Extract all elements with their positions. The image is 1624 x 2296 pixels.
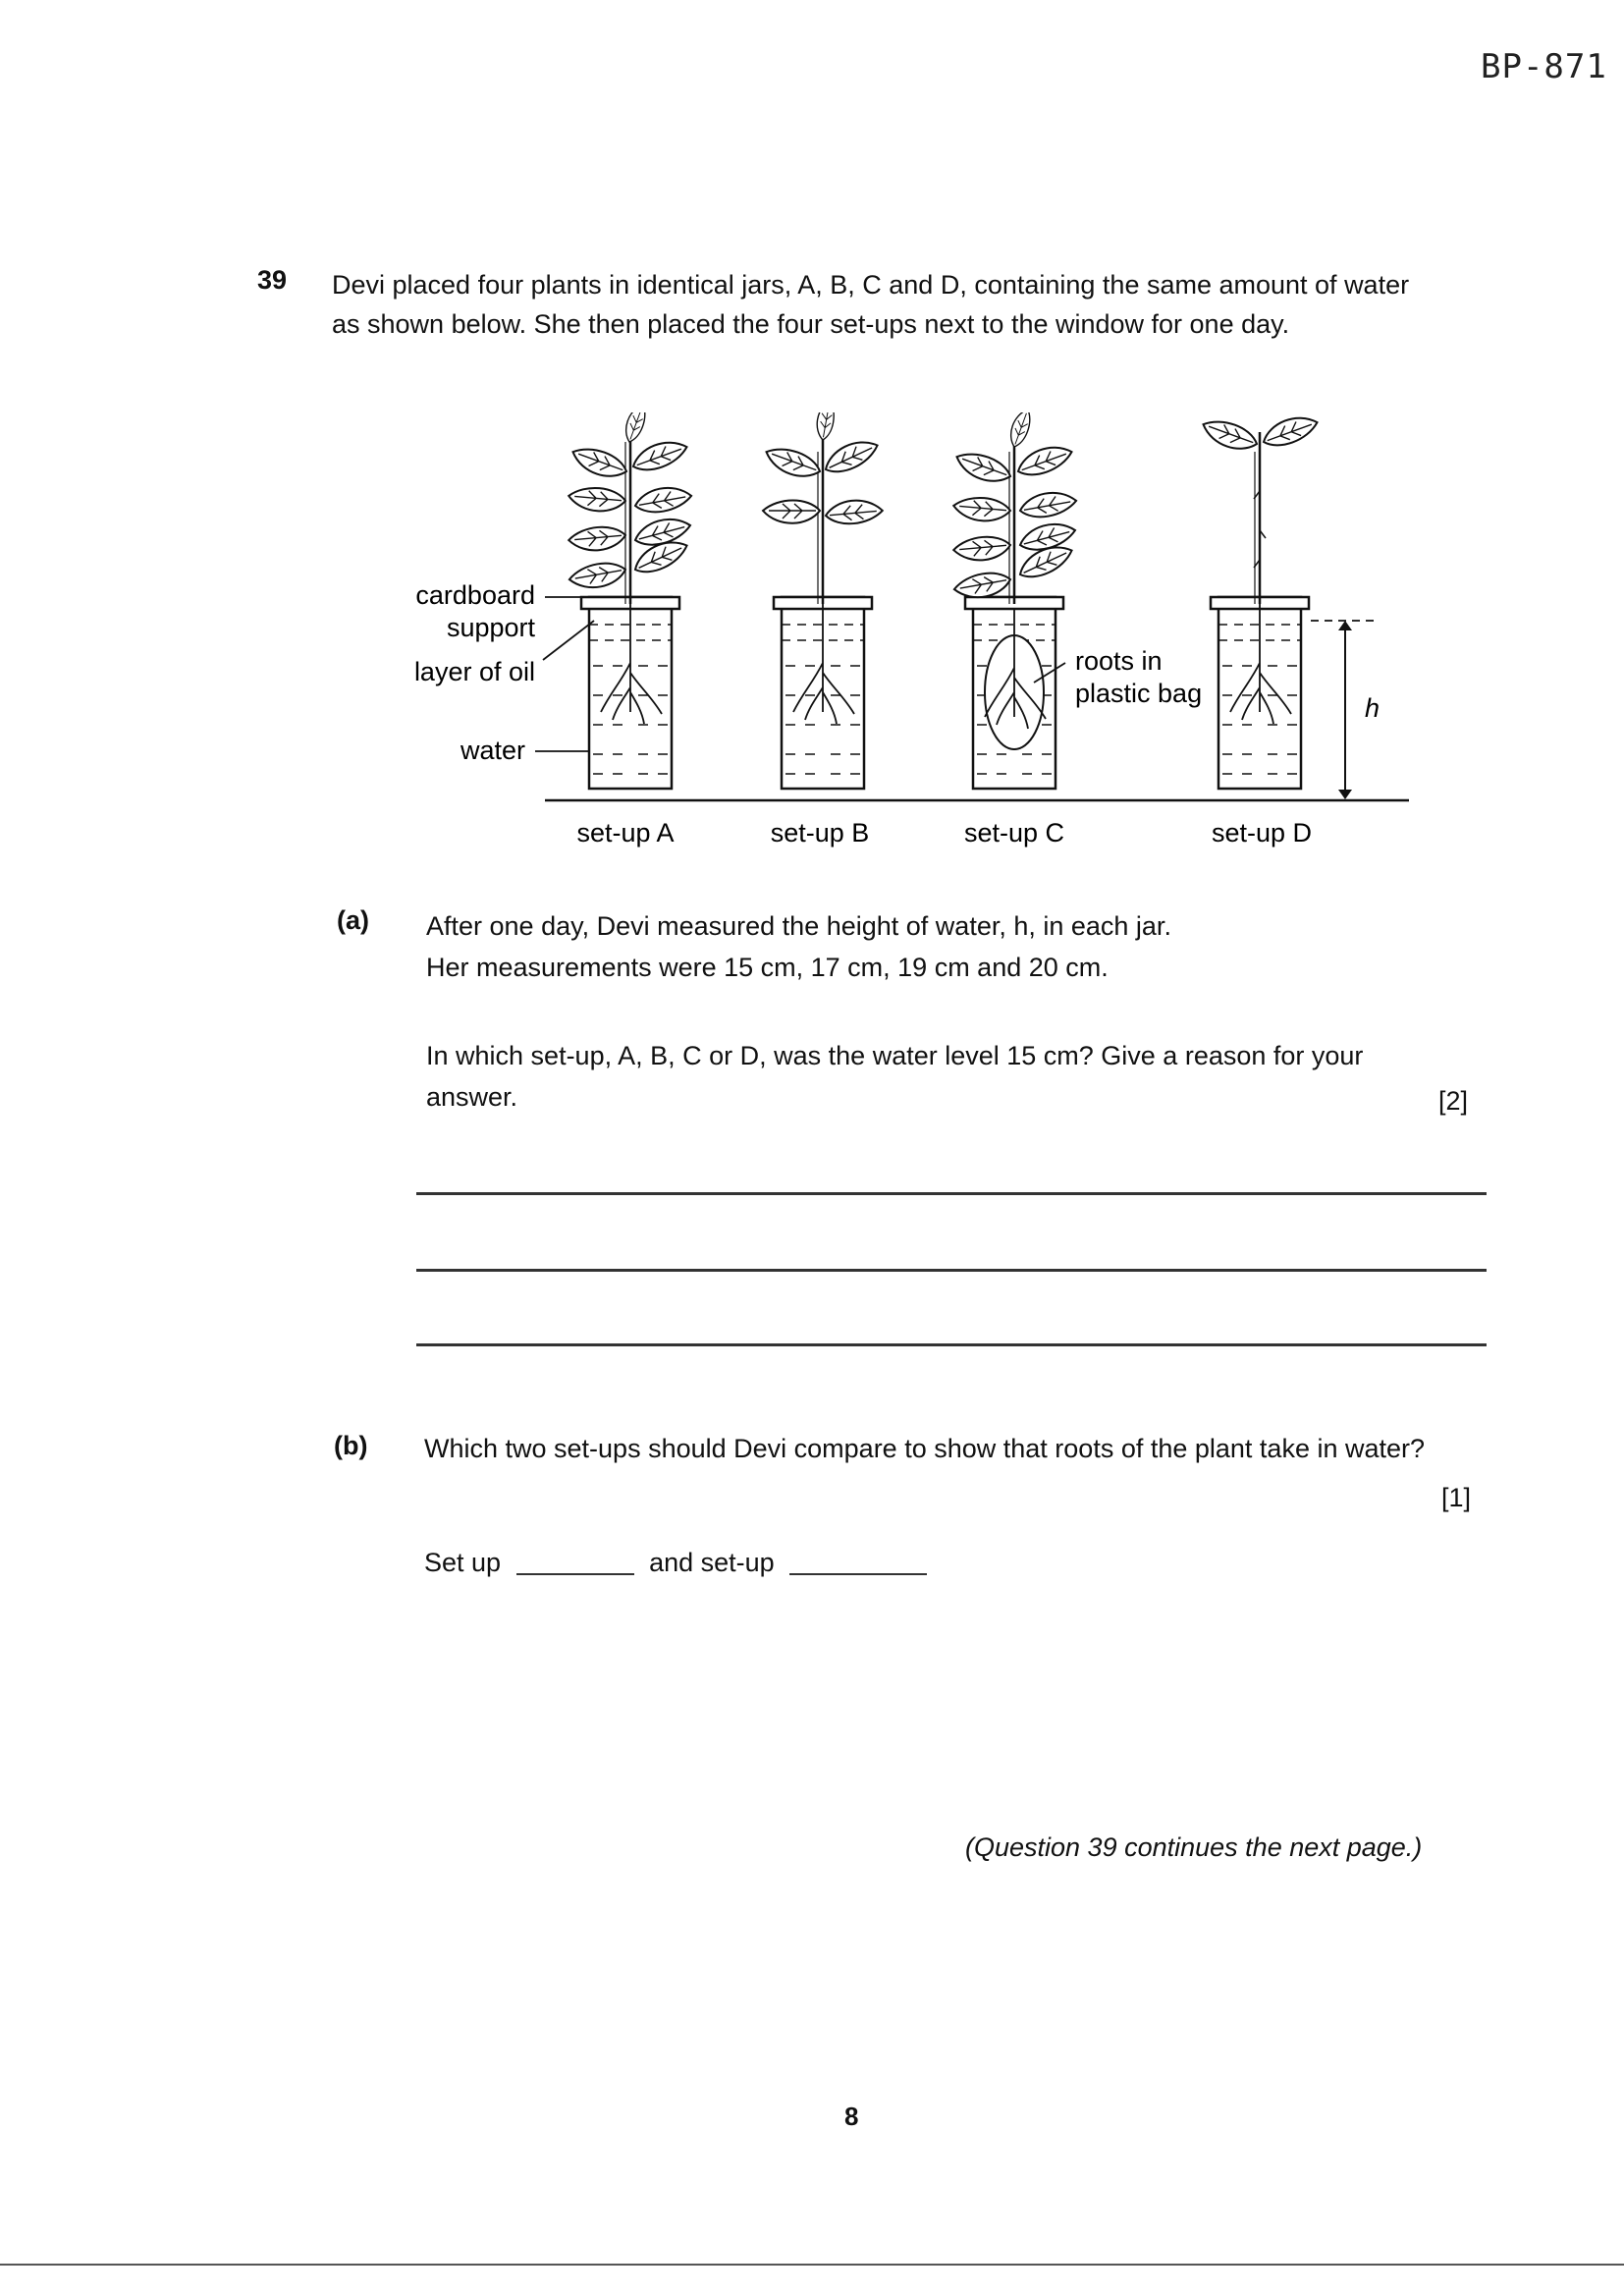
stem-line-1: Devi placed four plants in identical jars, A, B, C and D, containing the same amount of water: [332, 270, 1410, 300]
label-cardboard: cardboard: [415, 580, 535, 610]
part-a-line-1: After one day, Devi measured the height of water, h, in each jar.: [426, 911, 1171, 941]
stem-line-2: as shown below. She then placed the four set-ups next to the window for one day.: [332, 309, 1290, 339]
part-a-question: [426, 1035, 1482, 1118]
part-b-marks: [1]: [1441, 1483, 1472, 1512]
part-a-intro: [426, 905, 1506, 988]
setup-c: [952, 412, 1078, 789]
answer-middle: and set-up: [649, 1548, 775, 1577]
question-stem: [332, 265, 1510, 344]
paper-code: BP-871: [1481, 47, 1607, 86]
part-b-answer: [424, 1542, 935, 1583]
setup-d: [1199, 412, 1321, 789]
setup-a: [568, 412, 693, 789]
part-b-question: Which two set-ups should Devi compare to show that roots of the plant take in water?: [424, 1434, 1426, 1463]
answer-blank-2[interactable]: [789, 1573, 927, 1575]
label-water: water: [460, 736, 525, 765]
label-support: support: [446, 613, 535, 642]
label-roots-2: plastic bag: [1075, 679, 1203, 708]
setup-b: [762, 412, 884, 789]
part-a-question-line-2: answer.: [426, 1082, 518, 1112]
plant-setups-figure: [398, 412, 1429, 864]
h-label: h: [1365, 693, 1380, 723]
part-b-label: (b): [334, 1431, 368, 1460]
footer-divider: [0, 2264, 1624, 2266]
answer-blank-1[interactable]: [516, 1573, 634, 1575]
caption-setup-a: set-up A: [576, 818, 675, 847]
label-roots-1: roots in: [1075, 646, 1163, 676]
answer-prefix: Set up: [424, 1548, 502, 1577]
caption-setup-d: set-up D: [1211, 818, 1313, 847]
part-a-marks: [2]: [1438, 1086, 1469, 1116]
part-a-line-2: Her measurements were 15 cm, 17 cm, 19 cm and 20 cm.: [426, 953, 1109, 982]
part-a-label: (a): [337, 905, 369, 935]
continues-note: (Question 39 continues the next page.): [965, 1832, 1423, 1862]
part-a-question-line-1: In which set-up, A, B, C or D, was the water level 15 cm? Give a reason for your: [426, 1041, 1364, 1070]
answer-line-1[interactable]: [416, 1192, 1487, 1195]
caption-setup-c: set-up C: [963, 818, 1065, 847]
question-number: 39: [257, 265, 288, 295]
answer-line-3[interactable]: [416, 1343, 1487, 1346]
label-oil: layer of oil: [413, 657, 535, 686]
caption-setup-b: set-up B: [770, 818, 870, 847]
page-number: 8: [844, 2102, 859, 2131]
answer-line-2[interactable]: [416, 1269, 1487, 1272]
